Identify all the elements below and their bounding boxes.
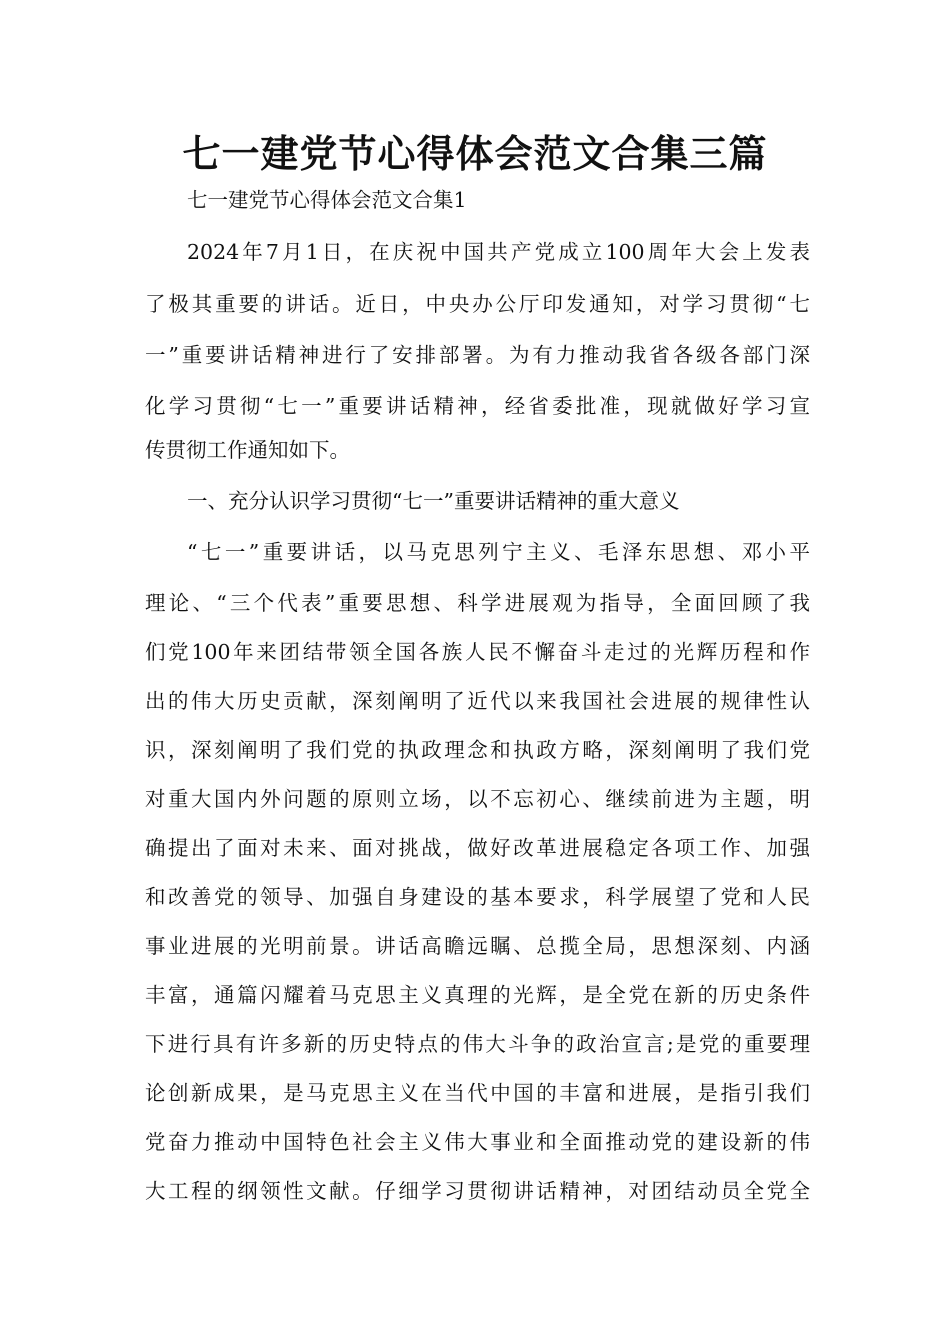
paragraph-line: 们党100年来团结带领全国各族人民不懈奋斗走过的光辉历程和作	[145, 640, 810, 664]
paragraph-line: 对重大国内外问题的原则立场，以不忘初心、继续前进为主题，明	[145, 787, 810, 811]
paragraph-line: 丰富，通篇闪耀着马克思主义真理的光辉，是全党在新的历史条件	[145, 983, 810, 1007]
paragraph-line: 一”重要讲话精神进行了安排部署。为有力推动我省各级各部门深	[145, 343, 810, 367]
paragraph-line: 事业进展的光明前景。讲话高瞻远瞩、总揽全局，思想深刻、内涵	[145, 934, 810, 958]
document-title: 七一建党节心得体会范文合集三篇	[182, 132, 768, 176]
paragraph-line: 和改善党的领导、加强自身建设的基本要求，科学展望了党和人民	[145, 885, 810, 909]
paragraph-line: 大工程的纲领性文献。仔细学习贯彻讲话精神，对团结动员全党全	[145, 1179, 810, 1203]
paragraph-line: 了极其重要的讲话。近日，中央办公厅印发通知，对学习贯彻“七	[145, 292, 810, 316]
paragraph-line: 出的伟大历史贡献，深刻阐明了近代以来我国社会进展的规律性认	[145, 689, 810, 713]
paragraph-line: 化学习贯彻“七一”重要讲话精神，经省委批准，现就做好学习宣	[145, 394, 810, 418]
paragraph-line: 党奋力推动中国特色社会主义伟大事业和全面推动党的建设新的伟	[145, 1130, 810, 1154]
paragraph-line: 确提出了面对未来、面对挑战，做好改革进展稳定各项工作、加强	[145, 836, 810, 860]
paragraph-line: 传贯彻工作通知如下。	[145, 438, 350, 462]
paragraph-line: 识，深刻阐明了我们党的执政理念和执政方略，深刻阐明了我们党	[145, 738, 810, 762]
document-subtitle: 七一建党节心得体会范文合集1	[187, 188, 467, 212]
paragraph-line: 2024年7月1日，在庆祝中国共产党成立100周年大会上发表	[187, 240, 810, 264]
paragraph-line: 下进行具有许多新的历史特点的伟大斗争的政治宣言;是党的重要理	[145, 1032, 810, 1056]
paragraph-line: “七一”重要讲话，以马克思列宁主义、毛泽东思想、邓小平	[187, 540, 810, 564]
paragraph-line: 理论、“三个代表”重要思想、科学进展观为指导，全面回顾了我	[145, 591, 810, 615]
section-heading: 一、充分认识学习贯彻“七一”重要讲话精神的重大意义	[187, 489, 680, 513]
paragraph-line: 论创新成果，是马克思主义在当代中国的丰富和进展，是指引我们	[145, 1081, 810, 1105]
